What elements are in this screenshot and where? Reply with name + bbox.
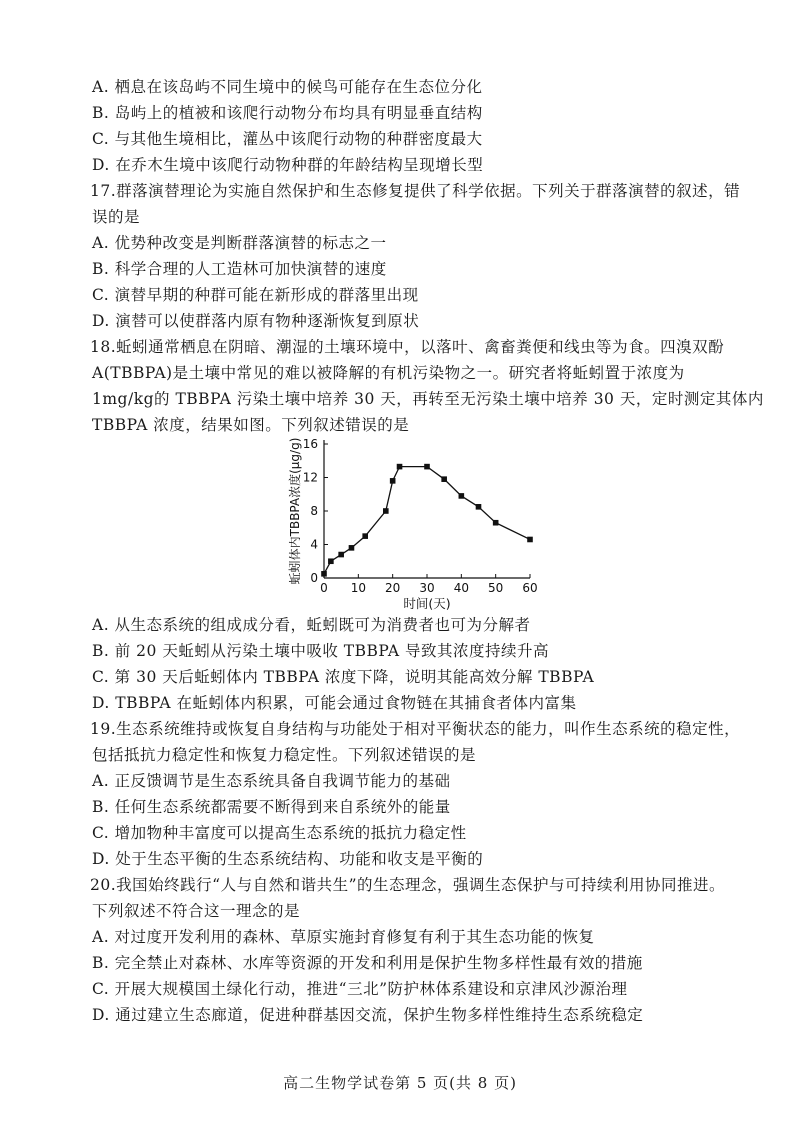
data-point-2 [338, 552, 344, 558]
q20-option-d: D. 通过建立生态廊道，促进种群基因交流，保护生物多样性维持生态系统稳定 [92, 1006, 644, 1024]
q18-option-d: D. TBBPA 在蚯蚓体内积累，可能会通过食物链在其捕食者体内富集 [92, 694, 577, 712]
q18-stem-line-3: 1mg/kg的 TBBPA 污染土壤中培养 30 天，再转至无污染土壤中培养 30 天，定时测定其体内 [92, 390, 764, 408]
x-tick-label-2: 20 [385, 581, 401, 595]
q18-stem-line-1: 18.蚯蚓通常栖息在阴暗、潮湿的土壤环境中，以落叶、禽畜粪便和线虫等为食。四溴双酚 [90, 338, 725, 356]
q19-option-d: D. 处于生态平衡的生态系统结构、功能和收支是平衡的 [92, 850, 484, 868]
data-point-1 [328, 558, 334, 564]
q17-option-b: B. 科学合理的人工造林可加快演替的速度 [92, 260, 387, 278]
q19-stem-line-1: 19.生态系统维持或恢复自身结构与功能处于相对平衡状态的能力，叫作生态系统的稳定性， [90, 720, 741, 738]
y-tick-label-4: 16 [302, 437, 318, 451]
q20-stem-line-1: 20.我国始终践行“人与自然和谐共生”的生态理念，强调生态保护与可持续利用协同推进。 [90, 876, 726, 894]
data-point-4 [362, 533, 368, 539]
y-tick-label-0: 0 [310, 571, 318, 585]
data-point-5 [383, 508, 389, 514]
q20-stem-line-2: 下列叙述不符合这一理念的是 [92, 902, 301, 920]
data-point-11 [476, 504, 482, 510]
data-point-0 [321, 571, 327, 577]
q16-option-b: B. 岛屿上的植被和该爬行动物分布均具有明显垂直结构 [92, 104, 483, 122]
data-point-7 [397, 464, 403, 470]
data-point-6 [390, 478, 396, 484]
q18-stem-line-2: A(TBBPA)是土壤中常见的难以被降解的有机污染物之一。研究者将蚯蚓置于浓度为 [92, 364, 685, 382]
x-tick-label-3: 30 [419, 581, 435, 595]
q16-option-a: A. 栖息在该岛屿不同生境中的候鸟可能存在生态位分化 [92, 78, 483, 96]
y-tick-label-3: 12 [302, 470, 318, 485]
q19-option-b: B. 任何生态系统都需要不断得到来自系统外的能量 [92, 798, 451, 816]
tbbpa-concentration-chart [284, 432, 554, 612]
q17-option-d: D. 演替可以使群落内原有物种逐渐恢复到原状 [92, 312, 420, 330]
y-tick-label-1: 4 [310, 537, 318, 552]
q16-option-d: D. 在乔木生境中该爬行动物种群的年龄结构呈现增长型 [92, 156, 484, 174]
page-footer: 高二生物学试卷第 5 页(共 8 页) [283, 1074, 517, 1092]
q16-option-c: C. 与其他生境相比，灌丛中该爬行动物的种群密度最大 [92, 130, 483, 148]
q17-stem-line-1: 17.群落演替理论为实施自然保护和生态修复提供了科学依据。下列关于群落演替的叙述，错 [90, 182, 741, 200]
q19-option-c: C. 增加物种丰富度可以提高生态系统的抵抗力稳定性 [92, 824, 467, 842]
q19-stem-line-2: 包括抵抗力稳定性和恢复力稳定性。下列叙述错误的是 [92, 746, 477, 764]
data-point-8 [424, 464, 430, 470]
data-point-3 [349, 545, 355, 551]
q18-option-c: C. 第 30 天后蚯蚓体内 TBBPA 浓度下降，说明其能高效分解 TBBPA [92, 668, 595, 686]
series-line [324, 467, 530, 574]
q17-option-c: C. 演替早期的种群可能在新形成的群落里出现 [92, 286, 419, 304]
q20-option-c: C. 开展大规模国土绿化行动，推进“三北”防护林体系建设和京津风沙源治理 [92, 980, 628, 998]
y-tick-label-2: 8 [310, 504, 318, 518]
x-tick-label-6: 60 [522, 581, 538, 595]
data-point-9 [441, 476, 447, 482]
y-axis-label: 蚯蚓体内TBBPA浓度(μg/g) [288, 437, 302, 585]
data-point-10 [459, 493, 465, 499]
q17-stem-line-2: 误的是 [92, 208, 141, 226]
x-tick-label-0: 0 [320, 581, 328, 595]
data-point-13 [527, 537, 533, 543]
data-point-12 [493, 520, 499, 526]
q17-option-a: A. 优势种改变是判断群落演替的标志之一 [92, 234, 387, 252]
q20-option-a: A. 对过度开发利用的森林、草原实施封育修复有利于其生态功能的恢复 [92, 928, 595, 946]
x-axis-label: 时间(天) [403, 596, 451, 611]
q20-option-b: B. 完全禁止对森林、水库等资源的开发和利用是保护生物多样性最有效的措施 [92, 954, 643, 972]
q18-stem-line-4: TBBPA 浓度，结果如图。下列叙述错误的是 [92, 416, 410, 434]
q18-option-b: B. 前 20 天蚯蚓从污染土壤中吸收 TBBPA 导致其浓度持续升高 [92, 642, 549, 660]
q18-option-a: A. 从生态系统的组成成分看，蚯蚓既可为消费者也可为分解者 [92, 616, 531, 634]
q19-option-a: A. 正反馈调节是生态系统具备自我调节能力的基础 [92, 772, 451, 790]
x-tick-label-1: 10 [350, 581, 366, 595]
x-tick-label-5: 50 [488, 581, 504, 595]
x-tick-label-4: 40 [453, 581, 469, 595]
